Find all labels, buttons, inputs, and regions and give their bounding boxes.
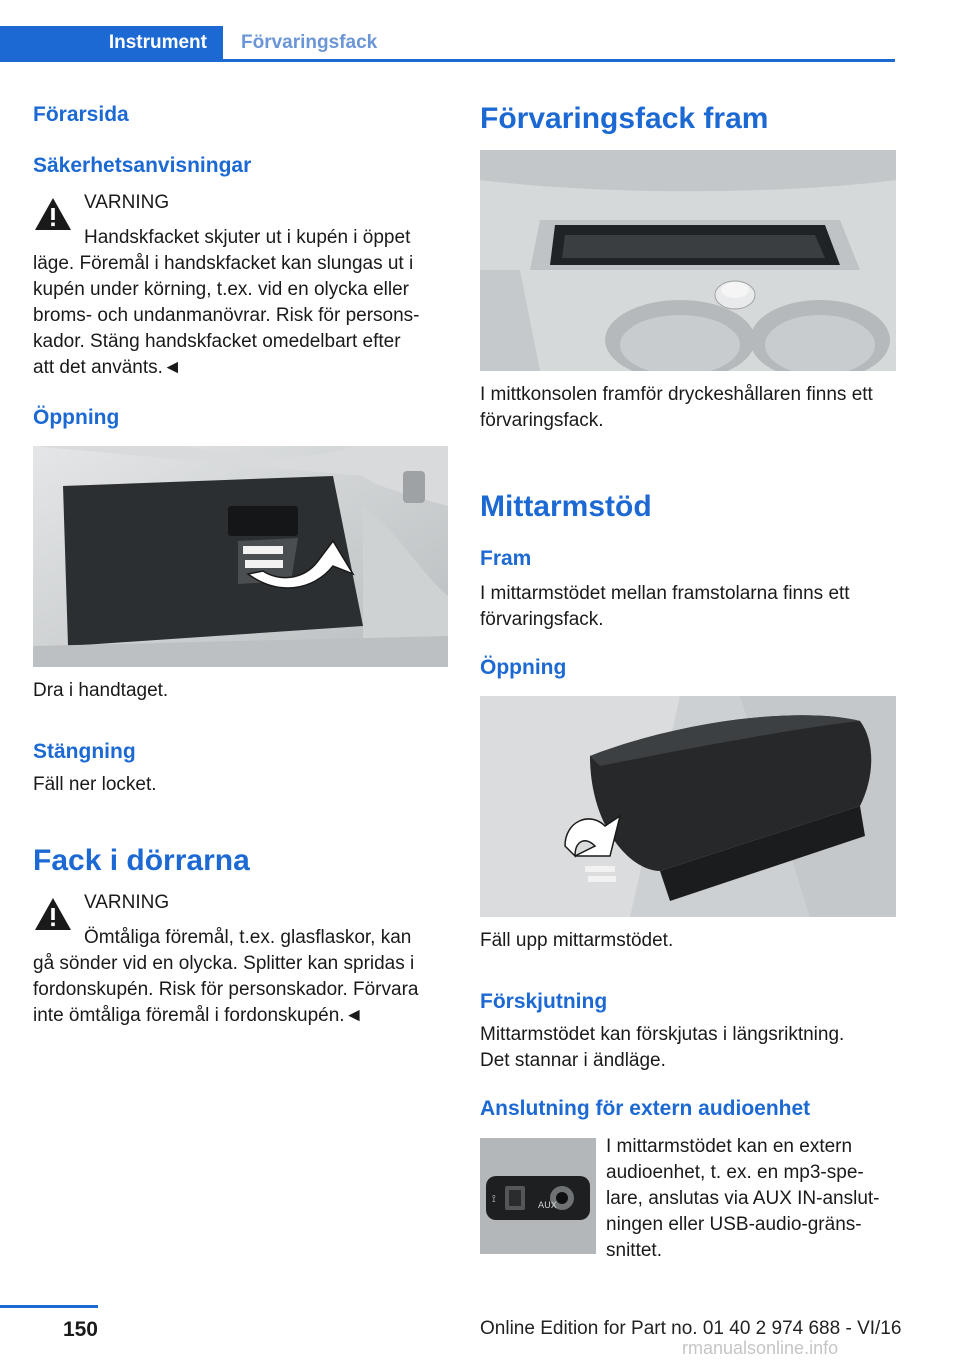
console-tray-photo (480, 150, 896, 371)
warning-text-line: inte ömtåliga föremål i fordonskupén.◄ (33, 1005, 364, 1026)
page-number: 150 (62, 1318, 98, 1341)
warning-text-line: kador. Stäng handskfacket omedelbart efter (33, 331, 401, 352)
warning-triangle-icon (33, 896, 73, 932)
warning-triangle-icon (33, 196, 73, 232)
heading-mittarmstod: Mittarmstöd (480, 490, 652, 523)
warning-title: VARNING (84, 192, 170, 213)
text-mittarm-line: förvaringsfack. (480, 609, 604, 630)
warning-text-line: Handskfacket skjuter ut i kupén i öppet (84, 227, 411, 248)
header-rule (0, 59, 895, 62)
text-mittarm-line: I mittarmstödet mellan framstolarna finns ett (480, 583, 850, 604)
text-anslutning-line: snittet. (606, 1240, 662, 1261)
warning-text-line: fordonskupén. Risk för personskador. Förvara (33, 979, 419, 1000)
heading-sakerhetsanvisningar: Säkerhetsanvisningar (33, 154, 252, 177)
text-anslutning-line: audioenhet, t. ex. en mp3-spe- (606, 1162, 864, 1183)
warning-text-line: kupén under körning, t.ex. vid en olycka eller (33, 279, 409, 300)
heading-fram: Fram (480, 547, 532, 570)
armrest-photo (480, 696, 896, 917)
heading-fack-i-dorrarna: Fack i dörrarna (33, 844, 250, 877)
text-fram-line: förvaringsfack. (480, 410, 604, 431)
text-forskjutning-line: Det stannar i ändläge. (480, 1050, 666, 1071)
heading-stangning: Stängning (33, 740, 136, 763)
header-tab-instrument[interactable]: Instrument (0, 26, 223, 60)
heading-anslutning: Anslutning för extern audioenhet (480, 1097, 811, 1120)
heading-forarsida: Förarsida (33, 103, 129, 126)
aux-usb-photo (480, 1138, 596, 1254)
text-anslutning-line: lare, anslutas via AUX IN-anslut- (606, 1188, 880, 1209)
page-header (0, 0, 960, 62)
text-fram-line: I mittkonsolen framför dryckeshållaren finns ett (480, 384, 873, 405)
heading-forvaringsfack-fram: Förvaringsfack fram (480, 102, 769, 135)
caption-glovebox: Dra i handtaget. (33, 680, 169, 701)
svg-text:⟟: ⟟ (492, 1194, 496, 1205)
warning-text-line: att det använts.◄ (33, 357, 182, 378)
text-forskjutning-line: Mittarmstödet kan förskjutas i längsriktning. (480, 1024, 845, 1045)
glovebox-photo (33, 446, 448, 667)
warning-text-line: gå sönder vid en olycka. Splitter kan spridas i (33, 953, 415, 974)
footer-rule (0, 1305, 98, 1308)
heading-oppning: Öppning (33, 406, 120, 429)
warning-text-line: Ömtåliga föremål, t.ex. glasflaskor, kan (84, 927, 412, 948)
caption-armrest: Fäll upp mittarmstödet. (480, 930, 674, 951)
heading-forskjutning: Förskjutning (480, 990, 608, 1013)
text-stangning: Fäll ner locket. (33, 774, 157, 795)
svg-text:AUX: AUX (538, 1201, 557, 1211)
warning-text-line: läge. Föremål i handskfacket kan slungas ut i (33, 253, 414, 274)
text-anslutning-line: ningen eller USB-audio-gräns- (606, 1214, 862, 1235)
text-anslutning-line: I mittarmstödet kan en extern (606, 1136, 853, 1157)
footer-edition: Online Edition for Part no. 01 40 2 974 688 - VI/16 (480, 1318, 902, 1339)
heading-oppning-armrest: Öppning (480, 656, 567, 679)
watermark: rmanualsonline.info (682, 1338, 839, 1358)
warning-text-line: broms- och undanmanövrar. Risk för persons- (33, 305, 420, 326)
warning-title: VARNING (84, 892, 170, 913)
header-tab-forvaringsfack[interactable]: Förvaringsfack (241, 32, 378, 53)
